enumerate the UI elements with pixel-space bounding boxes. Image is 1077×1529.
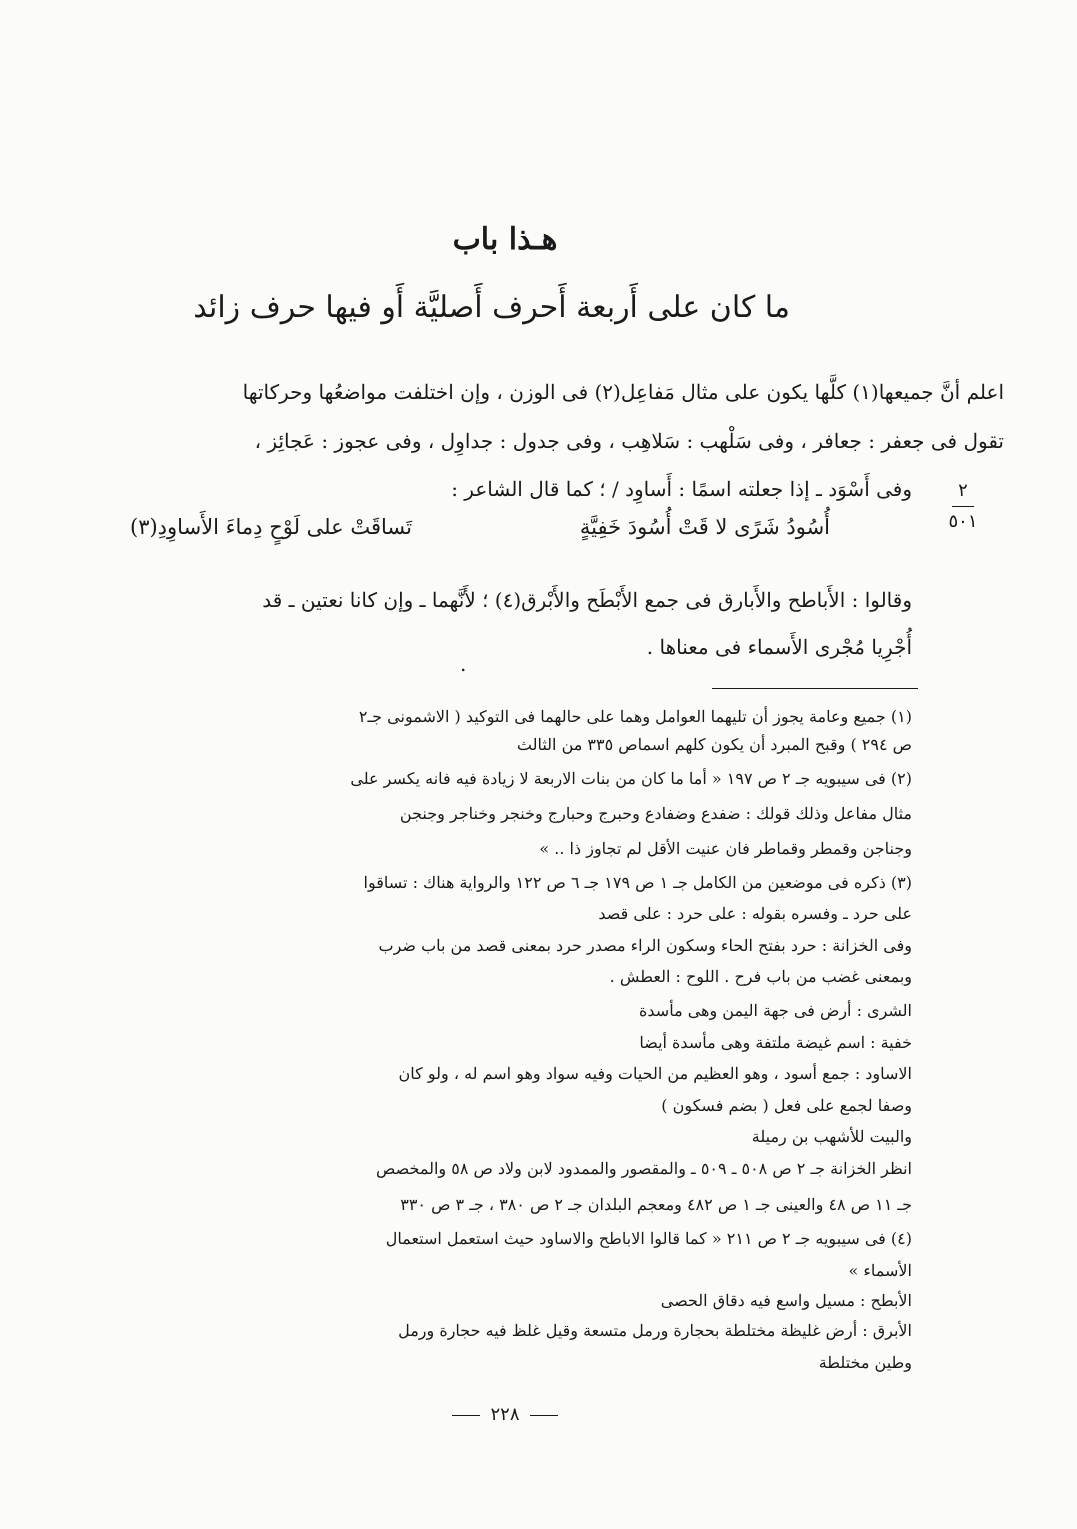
stray-dot: .: [460, 652, 467, 676]
margin-ref-volume: ٢: [952, 476, 974, 507]
footnote-line: (٣) ذكره فى موضعين من الكامل جـ ١ ص ١٧٩ جـ ٦ ص ١٢٢ والرواية هناك : تساقوا: [363, 873, 912, 892]
body-line: وفى أَسْوَد ـ إذا جعلته اسمًا : أَساوِد / ؛ كما قال الشاعر :: [451, 477, 912, 501]
body-line: اعلم أنَّ جميعها(١) كلَّها يكون على مثال مَفاعِل(٢) فى الوزن ، وإن اختلفت مواضعُها وحركاتها: [242, 380, 1004, 404]
body-line: وقالوا : الأَباطح والأَبارق فى جمع الأَبْطَح والأَبْرق(٤) ؛ لأَنَّهما ـ وإن كانا نعتين ـ قد: [262, 588, 912, 612]
footnote-line: والبيت للأشهب بن رميلة: [751, 1127, 912, 1146]
footer-dash: [452, 1415, 480, 1416]
page-footer: [0, 1404, 1010, 1425]
poetry-verse: [130, 515, 830, 539]
footer-dash: [530, 1415, 558, 1416]
margin-reference: [938, 476, 988, 537]
footnote-line: وفى الخزانة : حرد بفتح الحاء وسكون الراء مصدر حرد بمعنى قصد من باب ضرب: [378, 936, 912, 955]
body-line: أُجْرِيا مُجْرى الأَسماء فى معناها .: [646, 635, 912, 659]
verse-second-hemistich: تَساقَتْ على لَوْحٍ دِماءَ الأَساوِدِ(٣): [130, 515, 412, 539]
footnote-line: خفية : اسم غيضة ملتفة وهى مأسدة أيضا: [639, 1033, 912, 1052]
footnote-line: (٢) فى سيبويه جـ ٢ ص ١٩٧ « أما ما كان من بنات الاربعة لا زيادة فيه فانه يكسر على: [350, 769, 912, 788]
verse-first-hemistich: أُسُودُ شَرًى لا قَتْ أُسُودَ خَفِيَّةٍ: [579, 515, 830, 539]
footnote-line: انظر الخزانة جـ ٢ ص ٥٠٨ ـ ٥٠٩ ـ والمقصور والممدود لابن ولاد ص ٥٨ والمخصص: [376, 1159, 912, 1178]
footnote-divider: [712, 688, 918, 689]
footnote-line: وصفا لجمع على فعل ( بضم فسكون ): [661, 1096, 912, 1115]
footnote-line: ص ٢٩٤ ) وقبح المبرد أن يكون كلهم اسماص ٣٣٥ من الثالث: [516, 735, 912, 754]
chapter-heading: هـذا باب: [452, 222, 558, 257]
footnote-line: الاساود : جمع أسود ، وهو العظيم من الحيات وفيه سواد وهو اسم له ، ولو كان: [398, 1064, 912, 1083]
body-line: تقول فى جعفر : جعافر ، وفى سَلْهب : سَلاهِب ، وفى جدول : جداوِل ، وفى عجوز : عَجائِز ،: [254, 429, 1004, 453]
footnote-line: الأسماء »: [848, 1261, 912, 1280]
chapter-subtitle: ما كان على أَربعة أَحرف أَصليَّة أَو فيها حرف زائد: [193, 290, 790, 325]
footnote-line: جـ ١١ ص ٤٨ والعينى جـ ١ ص ٤٨٢ ومعجم البلدان جـ ٢ ص ٣٨٠ ، جـ ٣ ص ٣٣٠: [400, 1195, 912, 1214]
footnote-line: الأبرق : أرض غليظة مختلطة بحجارة ورمل متسعة وقيل غلظ فيه حجارة ورمل: [398, 1321, 912, 1340]
footnote-line: وبمعنى غضب من باب فرح . اللوح : العطش .: [609, 967, 912, 986]
footnote-line: وجناجن وقمطر وقماطر فان عنيت الأقل لم تجاوز ذا .. »: [539, 839, 912, 858]
footnote-line: الأبطح : مسيل واسع فيه دقاق الحصى: [660, 1291, 912, 1310]
footnote-line: مثال مفاعل وذلك قولك : ضفدع وضفادع وحبرج وحبارج وخنجر وخناجر وجنجن: [399, 804, 912, 823]
margin-ref-page: ٥٠١: [948, 511, 978, 532]
footnote-line: الشرى : أرض فى جهة اليمن وهى مأسدة: [639, 1001, 912, 1020]
page-number: ٢٢٨: [490, 1404, 520, 1425]
footnote-line: (٤) فى سيبويه جـ ٢ ص ٢١١ « كما قالوا الاباطح والاساود حيث استعمل استعمال: [385, 1229, 912, 1248]
footnote-line: وطين مختلطة: [818, 1353, 912, 1372]
footnote-line: على حرد ـ وفسره بقوله : على حرد : على قصد: [598, 904, 912, 923]
footnote-line: (١) جميع وعامة يجوز أن تليهما العوامل وهما على حالهما فى التوكيد ( الاشمونى جـ٢: [358, 707, 912, 726]
